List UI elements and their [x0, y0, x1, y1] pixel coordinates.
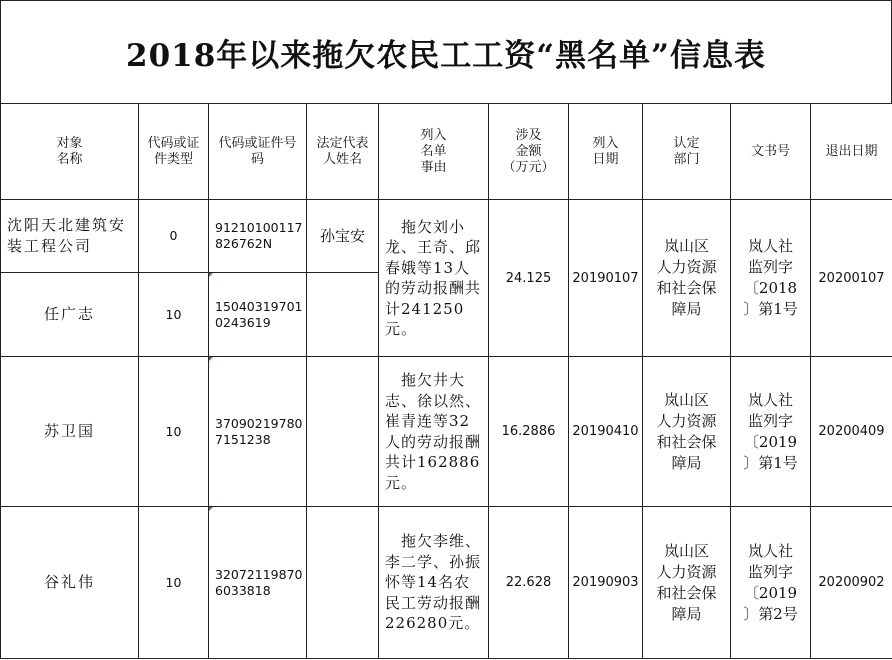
table-row — [1, 507, 892, 659]
code-type-cell: 10 — [139, 357, 209, 507]
document-number-cell: 岚人社 监列字 〔2019 〕第2号 — [731, 507, 811, 659]
header-legal-representative: 法定代表 人姓名 — [307, 104, 379, 200]
amount-cell: 24.125 — [489, 200, 569, 357]
page-title: 2018年以来拖欠农民工工资“黑名单”信息表 — [0, 0, 892, 103]
code-type-cell: 0 — [139, 200, 209, 273]
document-number-cell: 岚人社 监列字 〔2018 〕第1号 — [731, 200, 811, 357]
subject-name-cell: 谷礼伟 — [1, 507, 139, 659]
listing-date-cell: 20190107 — [569, 200, 643, 357]
code-number-cell: 37090219780 7151238 — [209, 357, 307, 507]
header-amount: 涉及 金额 （万元） — [489, 104, 569, 200]
exit-date-cell: 20200409 — [811, 357, 892, 507]
header-code-type: 代码或证 件类型 — [139, 104, 209, 200]
department-cell: 岚山区 人力资源 和社会保 障局 — [643, 507, 731, 659]
code-type-cell: 10 — [139, 507, 209, 659]
code-number-cell: 32072119870 6033818 — [209, 507, 307, 659]
listing-reason-cell: 拖欠李维、李二学、孙振怀等14名农民工劳动报酬226280元。 — [379, 507, 489, 659]
table-row — [1, 357, 892, 507]
subject-name-cell: 任广志 — [1, 273, 139, 357]
legal-representative-cell: 孙宝安 — [307, 200, 379, 273]
document-number-cell: 岚人社 监列字 〔2019 〕第1号 — [731, 357, 811, 507]
header-document-number: 文书号 — [731, 104, 811, 200]
table-row — [1, 200, 892, 273]
listing-reason-cell: 拖欠刘小龙、王奇、邱春娥等13人的劳动报酬共计241250元。 — [379, 200, 489, 357]
blacklist-table — [0, 103, 892, 659]
legal-representative-cell — [307, 357, 379, 507]
listing-reason-cell: 拖欠井大志、徐以然、崔青连等32人的劳动报酬共计162886元。 — [379, 357, 489, 507]
header-subject-name: 对象 名称 — [1, 104, 139, 200]
legal-representative-cell — [307, 273, 379, 357]
amount-cell: 22.628 — [489, 507, 569, 659]
header-listing-date: 列入 日期 — [569, 104, 643, 200]
listing-date-cell: 20190903 — [569, 507, 643, 659]
header-listing-reason: 列入 名单 事由 — [379, 104, 489, 200]
subject-name-cell: 苏卫国 — [1, 357, 139, 507]
code-number-cell: 15040319701 0243619 — [209, 273, 307, 357]
listing-date-cell: 20190410 — [569, 357, 643, 507]
code-number-cell: 91210100117 826762N — [209, 200, 307, 273]
code-type-cell: 10 — [139, 273, 209, 357]
exit-date-cell: 20200902 — [811, 507, 892, 659]
header-department: 认定 部门 — [643, 104, 731, 200]
amount-cell: 16.2886 — [489, 357, 569, 507]
header-code-number: 代码或证件号 码 — [209, 104, 307, 200]
header-exit-date: 退出日期 — [811, 104, 892, 200]
department-cell: 岚山区 人力资源 和社会保 障局 — [643, 200, 731, 357]
subject-name-cell: 沈阳天北建筑安装工程公司 — [1, 200, 139, 273]
legal-representative-cell — [307, 507, 379, 659]
blacklist-table-container — [0, 103, 892, 660]
exit-date-cell: 20200107 — [811, 200, 892, 357]
header-row — [1, 104, 892, 200]
department-cell: 岚山区 人力资源 和社会保 障局 — [643, 357, 731, 507]
